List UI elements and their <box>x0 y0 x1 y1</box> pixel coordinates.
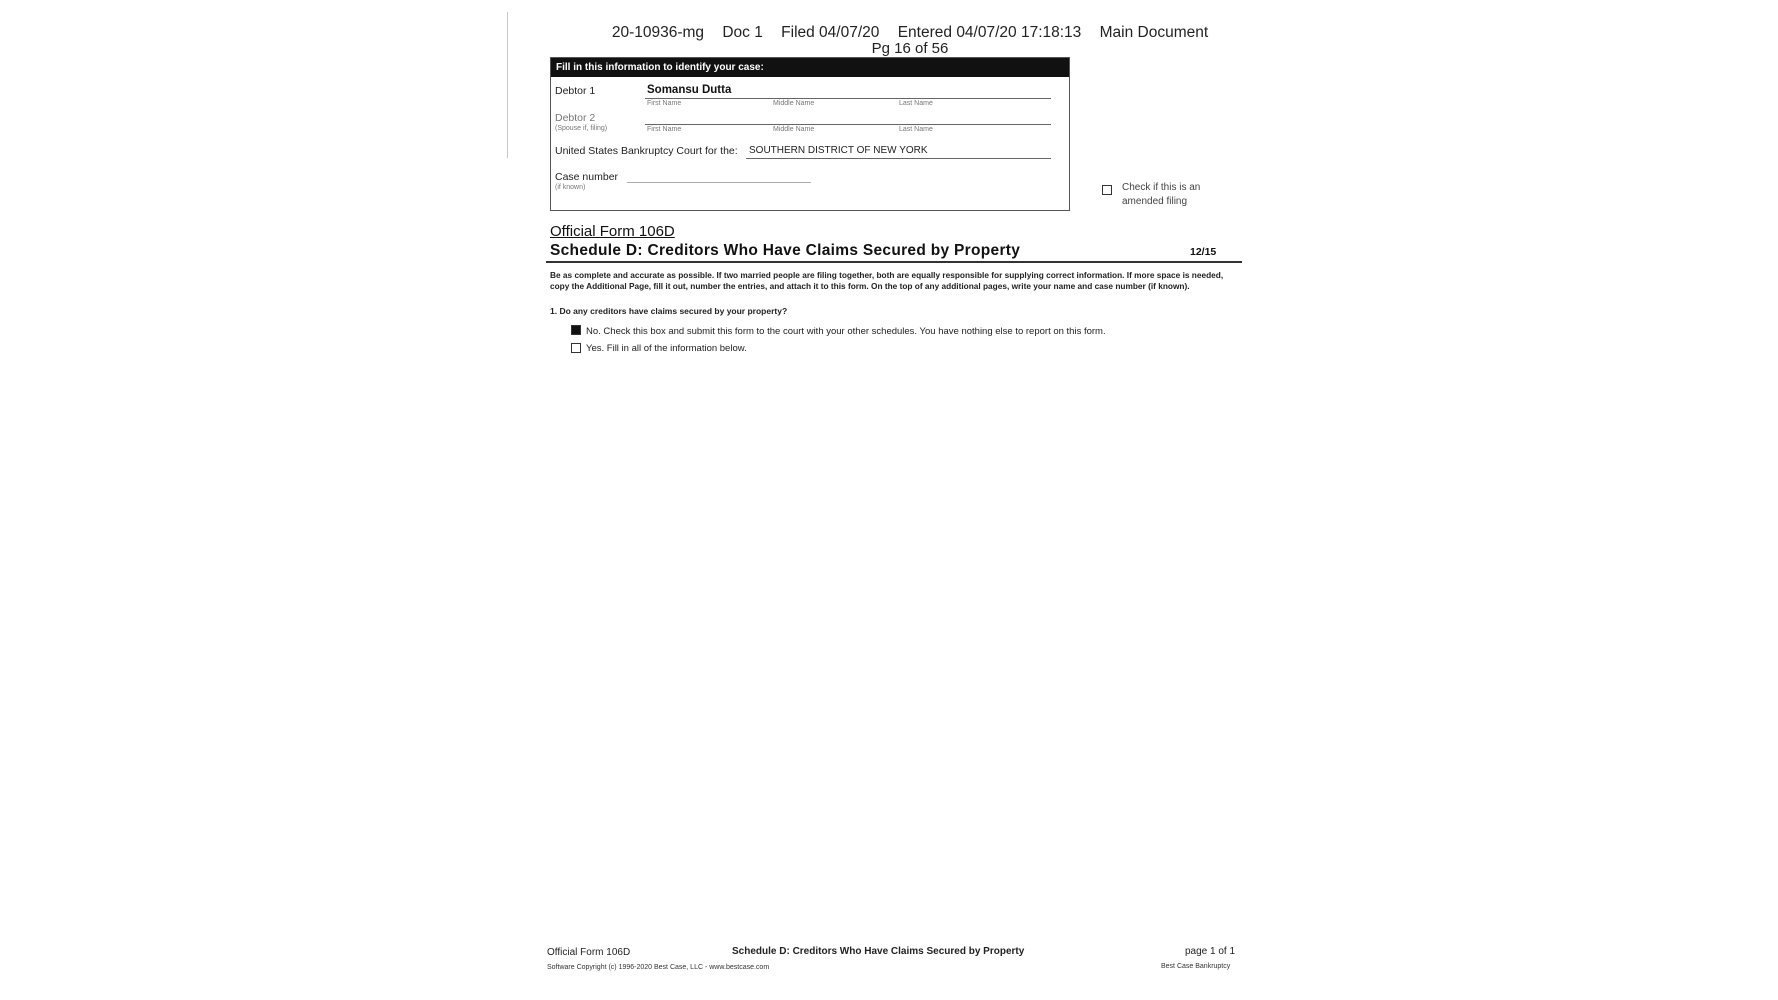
debtor1-name[interactable]: Somansu Dutta <box>647 84 732 96</box>
amended-filing-checkbox[interactable] <box>1102 185 1112 195</box>
debtor1-first-name-caption: First Name <box>647 100 682 107</box>
debtor1-middle-name-caption: Middle Name <box>773 100 815 107</box>
question-1: 1. Do any creditors have claims secured by your property? <box>550 306 788 316</box>
footer-brand: Best Case Bankruptcy <box>1161 963 1231 970</box>
title-divider <box>546 261 1242 263</box>
case-number-field[interactable] <box>627 182 811 183</box>
case-number-label: Case number <box>555 171 619 183</box>
form-instructions: Be as complete and accurate as possible. If two married people are filing together, both are equally responsible for supplying correct information. If more space is needed, copy the Additional Page, fill it out, number the entries, and attach it to this form. On the top of any additional pages, write your name and case number (if known). <box>550 270 1224 291</box>
main-document-header: Main Document <box>1099 24 1209 41</box>
page-count-header: Pg 16 of 56 <box>871 40 949 57</box>
court-label: United States Bankruptcy Court for the: <box>555 145 738 157</box>
court-underline <box>746 158 1051 159</box>
schedule-title: Schedule D: Creditors Who Have Claims Secured by Property <box>550 242 1021 259</box>
court-value[interactable]: SOUTHERN DISTRICT OF NEW YORK <box>749 145 928 156</box>
amended-line2: amended filing <box>1122 196 1188 207</box>
debtor2-last-name-caption: Last Name <box>899 126 933 133</box>
no-checkbox[interactable] <box>571 325 581 335</box>
doc-number-header: Doc 1 <box>722 24 763 41</box>
no-option-label: No. Check this box and submit this form to the court with your other schedules. You have nothing else to report on this form. <box>586 326 1106 337</box>
yes-option-label: Yes. Fill in all of the information below. <box>586 343 747 354</box>
footer-schedule-title: Schedule D: Creditors Who Have Claims Secured by Property <box>732 946 1025 957</box>
amended-filing-label <box>1122 181 1222 209</box>
case-identification-box <box>550 57 1070 211</box>
form-revision: 12/15 <box>1190 246 1217 258</box>
footer-page-number: page 1 of 1 <box>1185 946 1236 957</box>
case-box-title: Fill in this information to identify your case: <box>551 58 1069 77</box>
filed-date-header: Filed 04/07/20 <box>781 24 880 41</box>
debtor2-spouse-caption: (Spouse if, filing) <box>555 125 608 132</box>
scan-edge-line <box>507 12 508 158</box>
entered-date-header: Entered 04/07/20 17:18:13 <box>897 24 1082 41</box>
debtor1-label: Debtor 1 <box>555 85 596 97</box>
amended-line1: Check if this is an <box>1122 182 1201 193</box>
footer-copyright: Software Copyright (c) 1996-2020 Best Case, LLC - www.bestcase.com <box>547 964 770 971</box>
debtor2-first-name-caption: First Name <box>647 126 682 133</box>
debtor1-last-name-caption: Last Name <box>899 100 933 107</box>
debtor1-underline <box>645 98 1051 99</box>
debtor2-label: Debtor 2 <box>555 112 596 124</box>
official-form-number: Official Form 106D <box>550 223 675 240</box>
footer-form-number: Official Form 106D <box>547 947 631 958</box>
yes-checkbox[interactable] <box>571 343 581 353</box>
case-number-if-known: (if known) <box>555 184 586 191</box>
case-number-header: 20-10936-mg <box>611 24 705 41</box>
debtor2-middle-name-caption: Middle Name <box>773 126 815 133</box>
debtor2-underline[interactable] <box>645 124 1051 125</box>
